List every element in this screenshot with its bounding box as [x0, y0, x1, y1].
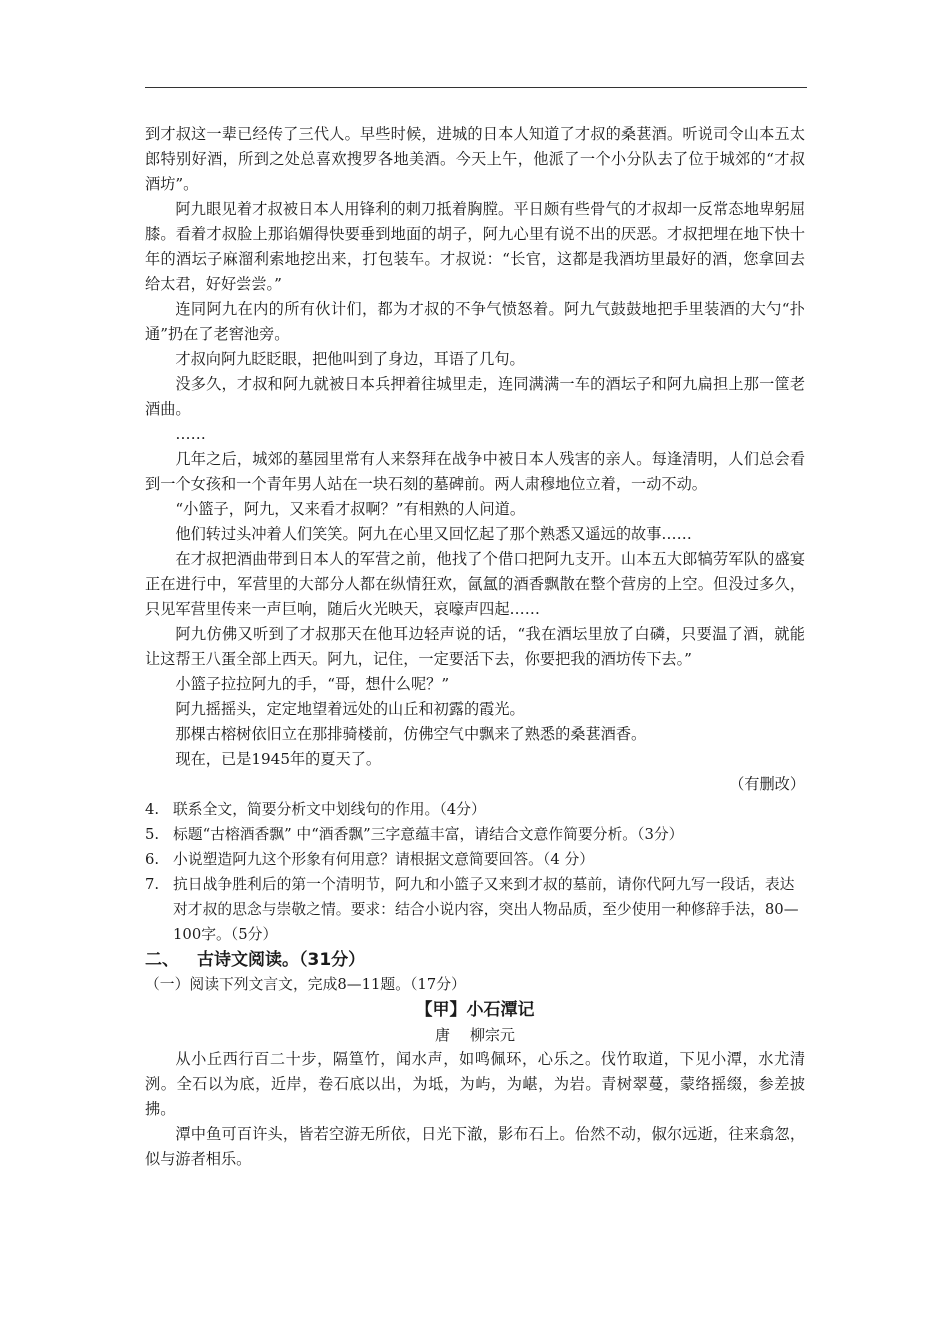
section-title: 古诗文阅读。（31分） [197, 950, 366, 970]
story-paragraph: 连同阿九在内的所有伙计们，都为才叔的不争气愤怒着。阿九气鼓鼓地把手里装酒的大勺“扑通”扔在了老窖池旁。 [145, 300, 805, 343]
story-paragraph: 在才叔把酒曲带到日本人的军营之前，他找了个借口把阿九支开。山本五大郎犒劳军队的盛宴正在进行中，军营里的大部分人都在纵情狂欢，氤氲的酒香飘散在整个营房的上空。但没过多久，只见军营里传来一声巨响，随后火光映天，哀嚎声四起…… [145, 550, 805, 618]
author-name: 柳宗元 [470, 1026, 516, 1044]
classical-paragraph: 潭中鱼可百许头，皆若空游无所依，日光下澈，影布石上。佁然不动，俶尔远逝，往来翕忽，似与游者相乐。 [145, 1125, 805, 1168]
header-rule [145, 87, 807, 88]
subsection-instruction: （一）阅读下列文言文，完成8—11题。（17分） [145, 976, 466, 993]
section-heading [145, 947, 805, 973]
author-line [145, 1023, 805, 1047]
dynasty: 唐 [434, 1026, 450, 1044]
story-paragraph: 小篮子拉拉阿九的手，“哥，想什么呢？” [175, 675, 450, 693]
section-number: 二、 [145, 950, 179, 970]
question-text: 小说塑造阿九这个形象有何用意？请根据文意简要回答。（4 分） [173, 851, 595, 868]
classical-paragraph: 从小丘西行百二十步，隔篁竹，闻水声，如鸣佩环，心乐之。伐竹取道，下见小潭，水尤清洌。全石以为底，近岸，卷石底以出，为坻，为屿，为嵁，为岩。青树翠蔓，蒙络摇缀，参差披拂。 [145, 1050, 805, 1118]
story-paragraph: 他们转过头冲着人们笑笑。阿九在心里又回忆起了那个熟悉又遥远的故事…… [175, 525, 692, 543]
question-list [145, 797, 805, 947]
question-text: 联系全文，简要分析文中划线句的作用。（4分） [173, 801, 486, 818]
story-paragraph: 阿九摇摇头，定定地望着远处的山丘和初露的霞光。 [175, 700, 525, 718]
question-number: 4. [145, 801, 160, 818]
question-item [145, 822, 805, 847]
story-paragraph: …… [175, 425, 206, 443]
question-text: 标题“古榕酒香飘” 中“酒香飘”三字意蕴丰富，请结合文意作简要分析。（3分） [173, 826, 684, 843]
question-number: 5. [145, 826, 160, 843]
question-number: 6. [145, 851, 160, 868]
page-content [145, 122, 805, 1172]
story-paragraph: 现在，已是1945年的夏天了。 [175, 750, 382, 768]
question-number: 7. [145, 876, 160, 893]
story-paragraph: 到才叔这一辈已经传了三代人。早些时候，进城的日本人知道了才叔的桑葚酒。听说司令山本五太郎特别好酒，所到之处总喜欢搜罗各地美酒。今天上午，他派了一个小分队去了位于城郊的“才叔酒坊”。 [145, 125, 805, 193]
classical-text-title: 【甲】小石潭记 [415, 1000, 535, 1020]
story-paragraph: 阿九仿佛又听到了才叔那天在他耳边轻声说的话，“我在酒坛里放了白磷，只要温了酒，就能让这帮王八蛋全部上西天。阿九，记住，一定要活下去，你要把我的酒坊传下去。” [145, 625, 805, 668]
story-paragraph: 阿九眼见着才叔被日本人用锋利的刺刀抵着胸膛。平日颇有些骨气的才叔却一反常态地卑躬屈膝。看着才叔脸上那谄媚得快要垂到地面的胡子，阿九心里有说不出的厌恶。才叔把埋在地下快十年的酒坛子麻溜利索地挖出来，打包装车。才叔说：“长官，这都是我酒坊里最好的酒，您拿回去给太君，好好尝尝。” [145, 200, 805, 293]
story-paragraph: 那棵古榕树依旧立在那排骑楼前，仿佛空气中飘来了熟悉的桑葚酒香。 [175, 725, 647, 743]
question-text: 抗日战争胜利后的第一个清明节，阿九和小篮子又来到才叔的墓前，请你代阿九写一段话，表达对才叔的思念与崇敬之情。要求：结合小说内容，突出人物品质，至少使用一种修辞手法，80—100字。（5分） [173, 876, 799, 943]
story-paragraph: 几年之后，城郊的墓园里常有人来祭拜在战争中被日本人残害的亲人。每逢清明，人们总会看到一个女孩和一个青年男人站在一块石刻的墓碑前。两人肃穆地位立着，一动不动。 [145, 450, 805, 493]
question-item [145, 847, 805, 872]
edit-note: （有删改） [729, 775, 805, 793]
story-paragraph: “小篮子，阿九，又来看才叔啊？”有相熟的人问道。 [175, 500, 526, 518]
question-item [145, 872, 805, 947]
story-text [145, 122, 805, 772]
story-paragraph: 才叔向阿九眨眨眼，把他叫到了身边，耳语了几句。 [175, 350, 525, 368]
story-paragraph: 没多久，才叔和阿九就被日本兵押着往城里走，连同满满一车的酒坛子和阿九扁担上那一筐老酒曲。 [145, 375, 805, 418]
classical-text [145, 1047, 805, 1172]
question-item [145, 797, 805, 822]
